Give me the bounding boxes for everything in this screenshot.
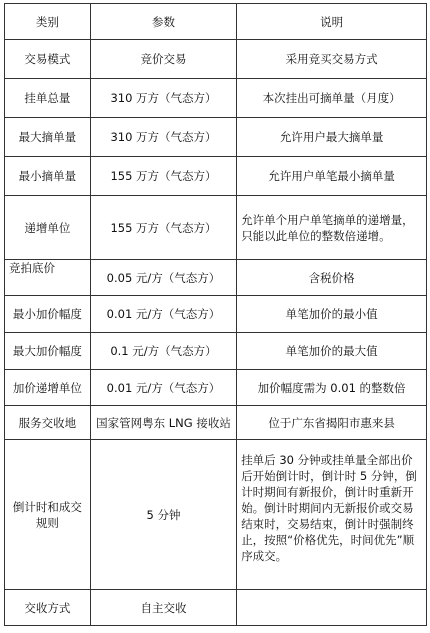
row-desc: 单笔加价的最大值 [237, 333, 427, 370]
table-row [5, 590, 427, 626]
row-param: 5 分钟 [90, 440, 236, 590]
table-row [5, 440, 427, 590]
row-param: 155 万方（气态方） [90, 157, 236, 196]
row-category: 竞拍底价 [5, 260, 91, 296]
table-header-row [5, 4, 427, 40]
row-category: 挂单总量 [5, 79, 91, 118]
row-category: 最小加价幅度 [5, 296, 91, 333]
row-category: 交易模式 [5, 40, 91, 79]
row-param: 0.05 元/方（气态方） [90, 260, 236, 296]
row-desc: 本次挂出可摘单量（月度） [237, 79, 427, 118]
row-desc: 加价幅度需为 0.01 的整数倍 [237, 370, 427, 406]
table-row [5, 118, 427, 157]
row-desc: 含税价格 [237, 260, 427, 296]
row-param: 310 万方（气态方） [90, 118, 236, 157]
table-row [5, 406, 427, 440]
table-row [5, 196, 427, 260]
row-param: 0.01 元/方（气态方） [90, 296, 236, 333]
row-desc: 允许用户单笔最小摘单量 [237, 157, 427, 196]
row-desc: 采用竞买交易方式 [237, 40, 427, 79]
row-param: 竞价交易 [90, 40, 236, 79]
row-desc: 允许单个用户单笔摘单的递增量，只能以此单位的整数倍递增。 [237, 196, 427, 260]
row-category: 服务交收地 [5, 406, 91, 440]
table-row [5, 296, 427, 333]
row-category: 交收方式 [5, 590, 91, 626]
header-desc: 说明 [237, 4, 427, 40]
table-row [5, 79, 427, 118]
header-param: 参数 [90, 4, 236, 40]
row-desc: 挂单后 30 分钟或挂单量全部出价后开始倒计时，倒计时 5 分钟，倒计时期间有新报价，倒计时重新开始。倒计时期间内无新报价或交易结束时，交易结束，倒计时强制终止，按照“价格优先，时间优先”顺序成交。 [237, 440, 427, 590]
row-category: 倒计时和成交规则 [5, 440, 91, 590]
row-param: 310 万方（气态方） [90, 79, 236, 118]
parameter-table [4, 3, 427, 626]
row-category: 最大摘单量 [5, 118, 91, 157]
row-param: 0.1 元/方（气态方） [90, 333, 236, 370]
table-row [5, 40, 427, 79]
row-param: 国家管网粤东 LNG 接收站 [90, 406, 236, 440]
row-category: 最小摘单量 [5, 157, 91, 196]
row-desc: 单笔加价的最小值 [237, 296, 427, 333]
table-row [5, 157, 427, 196]
row-desc: 位于广东省揭阳市惠来县 [237, 406, 427, 440]
table-row [5, 260, 427, 296]
row-category: 递增单位 [5, 196, 91, 260]
table-row [5, 333, 427, 370]
row-category: 加价递增单位 [5, 370, 91, 406]
table-row [5, 370, 427, 406]
row-param: 自主交收 [90, 590, 236, 626]
row-param: 0.01 元/方（气态方） [90, 370, 236, 406]
row-desc [237, 590, 427, 626]
row-desc: 允许用户最大摘单量 [237, 118, 427, 157]
row-param: 155 万方（气态方） [90, 196, 236, 260]
header-category: 类别 [5, 4, 91, 40]
row-category: 最大加价幅度 [5, 333, 91, 370]
